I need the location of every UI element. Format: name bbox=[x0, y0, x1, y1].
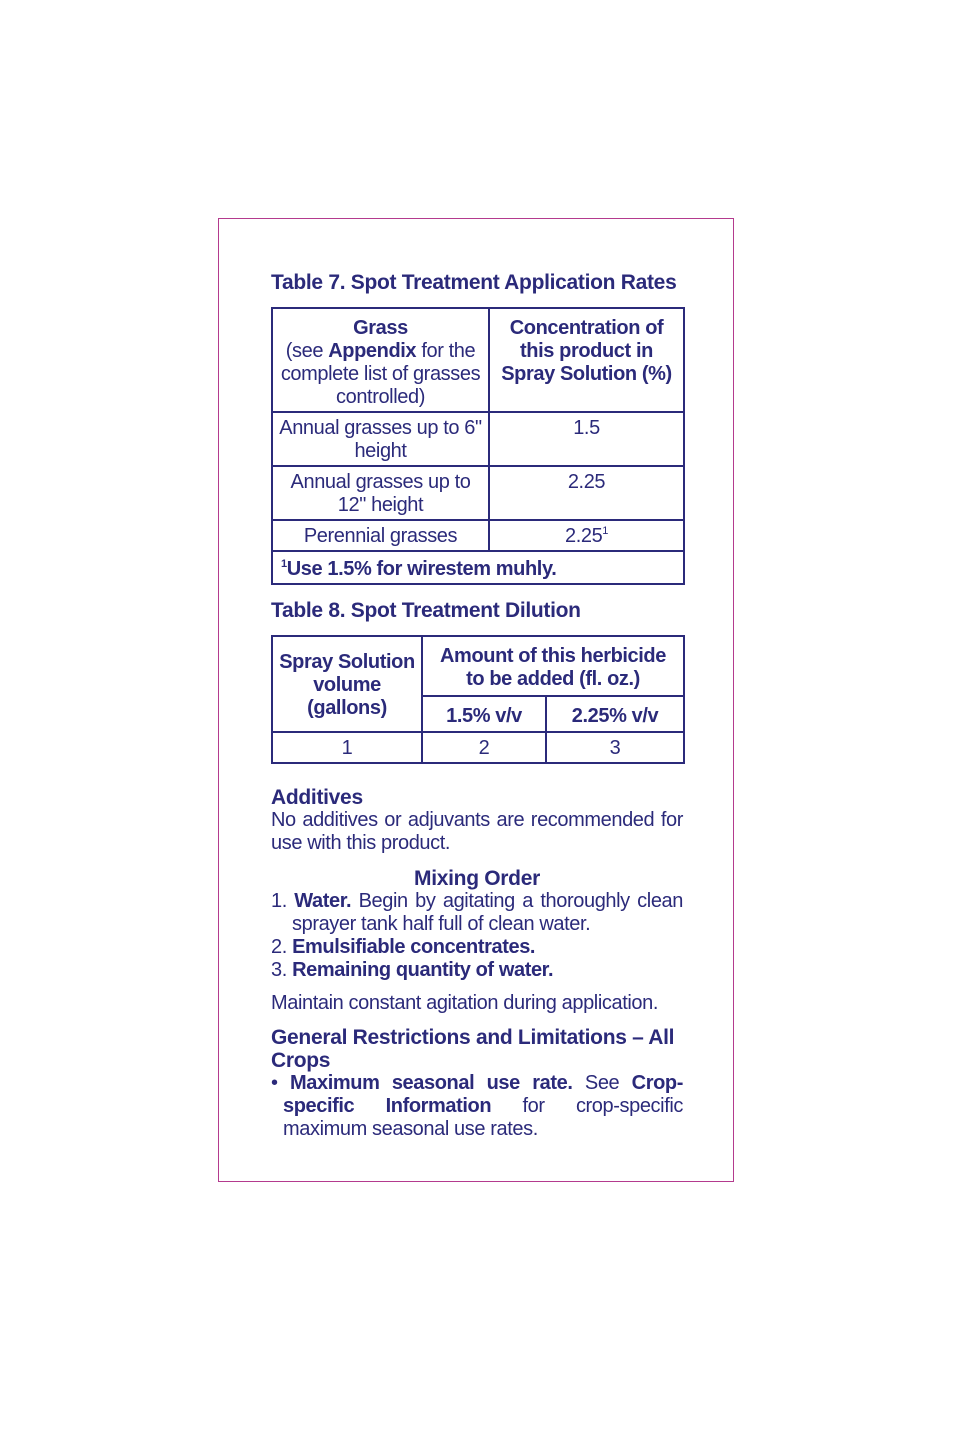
table8-dilution bbox=[271, 635, 685, 764]
table8-cell-amount-2-25: 3 bbox=[546, 732, 684, 763]
table7-cell-concentration: 1.5 bbox=[489, 412, 684, 466]
table8-header-amount: Amount of this herbicide to be added (fl. oz.) bbox=[422, 636, 684, 696]
step-title: Water. bbox=[294, 890, 352, 912]
table7-cell-grass: Annual grasses up to 6" height bbox=[272, 412, 489, 466]
step-text: Begin by agitating a thoroughly clean sprayer tank half full of clean water. bbox=[292, 890, 683, 935]
footnote-mark: 1 bbox=[281, 558, 287, 570]
table8-cell-volume: 1 bbox=[272, 732, 422, 763]
table8-subheader-2-25: 2.25% v/v bbox=[546, 696, 684, 732]
mixing-order-heading: Mixing Order bbox=[414, 867, 540, 890]
table8-subheader-1-5: 1.5% v/v bbox=[422, 696, 546, 732]
table7-header-grass bbox=[272, 308, 489, 412]
table7-header-row bbox=[272, 308, 684, 412]
label-panel bbox=[218, 218, 734, 1182]
bullet-icon: • bbox=[271, 1072, 278, 1094]
table7-header-concentration: Concentration of this product in Spray Solution (%) bbox=[489, 308, 684, 412]
table7-cell-grass: Annual grasses up to 12" height bbox=[272, 466, 489, 520]
table7-header-grass-appendix: Appendix bbox=[328, 340, 417, 362]
list-item bbox=[271, 959, 683, 982]
restrictions-list bbox=[271, 1072, 683, 1141]
table-row bbox=[272, 520, 684, 551]
step-number: 3. bbox=[271, 959, 287, 981]
table7-footnote-text: Use 1.5% for wirestem muhly. bbox=[286, 558, 557, 580]
restriction-text: See bbox=[572, 1072, 632, 1094]
table7-title: Table 7. Spot Treatment Application Rates bbox=[271, 271, 677, 294]
table7-application-rates bbox=[271, 307, 685, 585]
mixing-order-list bbox=[271, 890, 683, 982]
table8-title: Table 8. Spot Treatment Dilution bbox=[271, 599, 581, 622]
step-number: 1. bbox=[271, 890, 287, 912]
restrictions-heading: General Restrictions and Limitations – All Crops bbox=[271, 1026, 675, 1072]
table-row bbox=[272, 412, 684, 466]
list-item bbox=[271, 936, 683, 959]
table8-header-volume: Spray Solution volume (gallons) bbox=[272, 636, 422, 732]
table7-footnote bbox=[272, 551, 684, 584]
footnote-mark: 1 bbox=[602, 525, 609, 537]
additives-text: No additives or adjuvants are recommended for use with this product. bbox=[271, 809, 683, 854]
table7-header-grass-pre: (see bbox=[285, 340, 329, 362]
list-item bbox=[271, 890, 683, 936]
additives-heading: Additives bbox=[271, 786, 363, 809]
table7-header-grass-title: Grass bbox=[353, 317, 408, 339]
table7-header-grass-post: for the complete list of grasses controlled) bbox=[280, 340, 481, 408]
step-title: Remaining quantity of water. bbox=[292, 959, 554, 981]
restriction-text-2: for crop-specific maximum seasonal use rates. bbox=[283, 1095, 683, 1140]
table-row bbox=[272, 466, 684, 520]
table8-header-row bbox=[272, 636, 684, 696]
table7-cell-concentration: 2.25 bbox=[489, 466, 684, 520]
restriction-link-text: Crop-specific Information bbox=[283, 1072, 683, 1117]
step-title: Emulsifiable concentrates. bbox=[292, 936, 536, 958]
panel-content bbox=[271, 271, 683, 1141]
table-row bbox=[272, 732, 684, 763]
table8-cell-amount-1-5: 2 bbox=[422, 732, 546, 763]
table7-cell-grass: Perennial grasses bbox=[272, 520, 489, 551]
table7-cell-concentration-value: 2.25 bbox=[564, 525, 603, 547]
agitation-note: Maintain constant agitation during application. bbox=[271, 992, 659, 1014]
step-number: 2. bbox=[271, 936, 287, 958]
table7-footnote-row bbox=[272, 551, 684, 584]
list-item bbox=[271, 1072, 683, 1141]
table7-cell-concentration bbox=[489, 520, 684, 551]
restriction-title: Maximum seasonal use rate. bbox=[290, 1072, 573, 1094]
